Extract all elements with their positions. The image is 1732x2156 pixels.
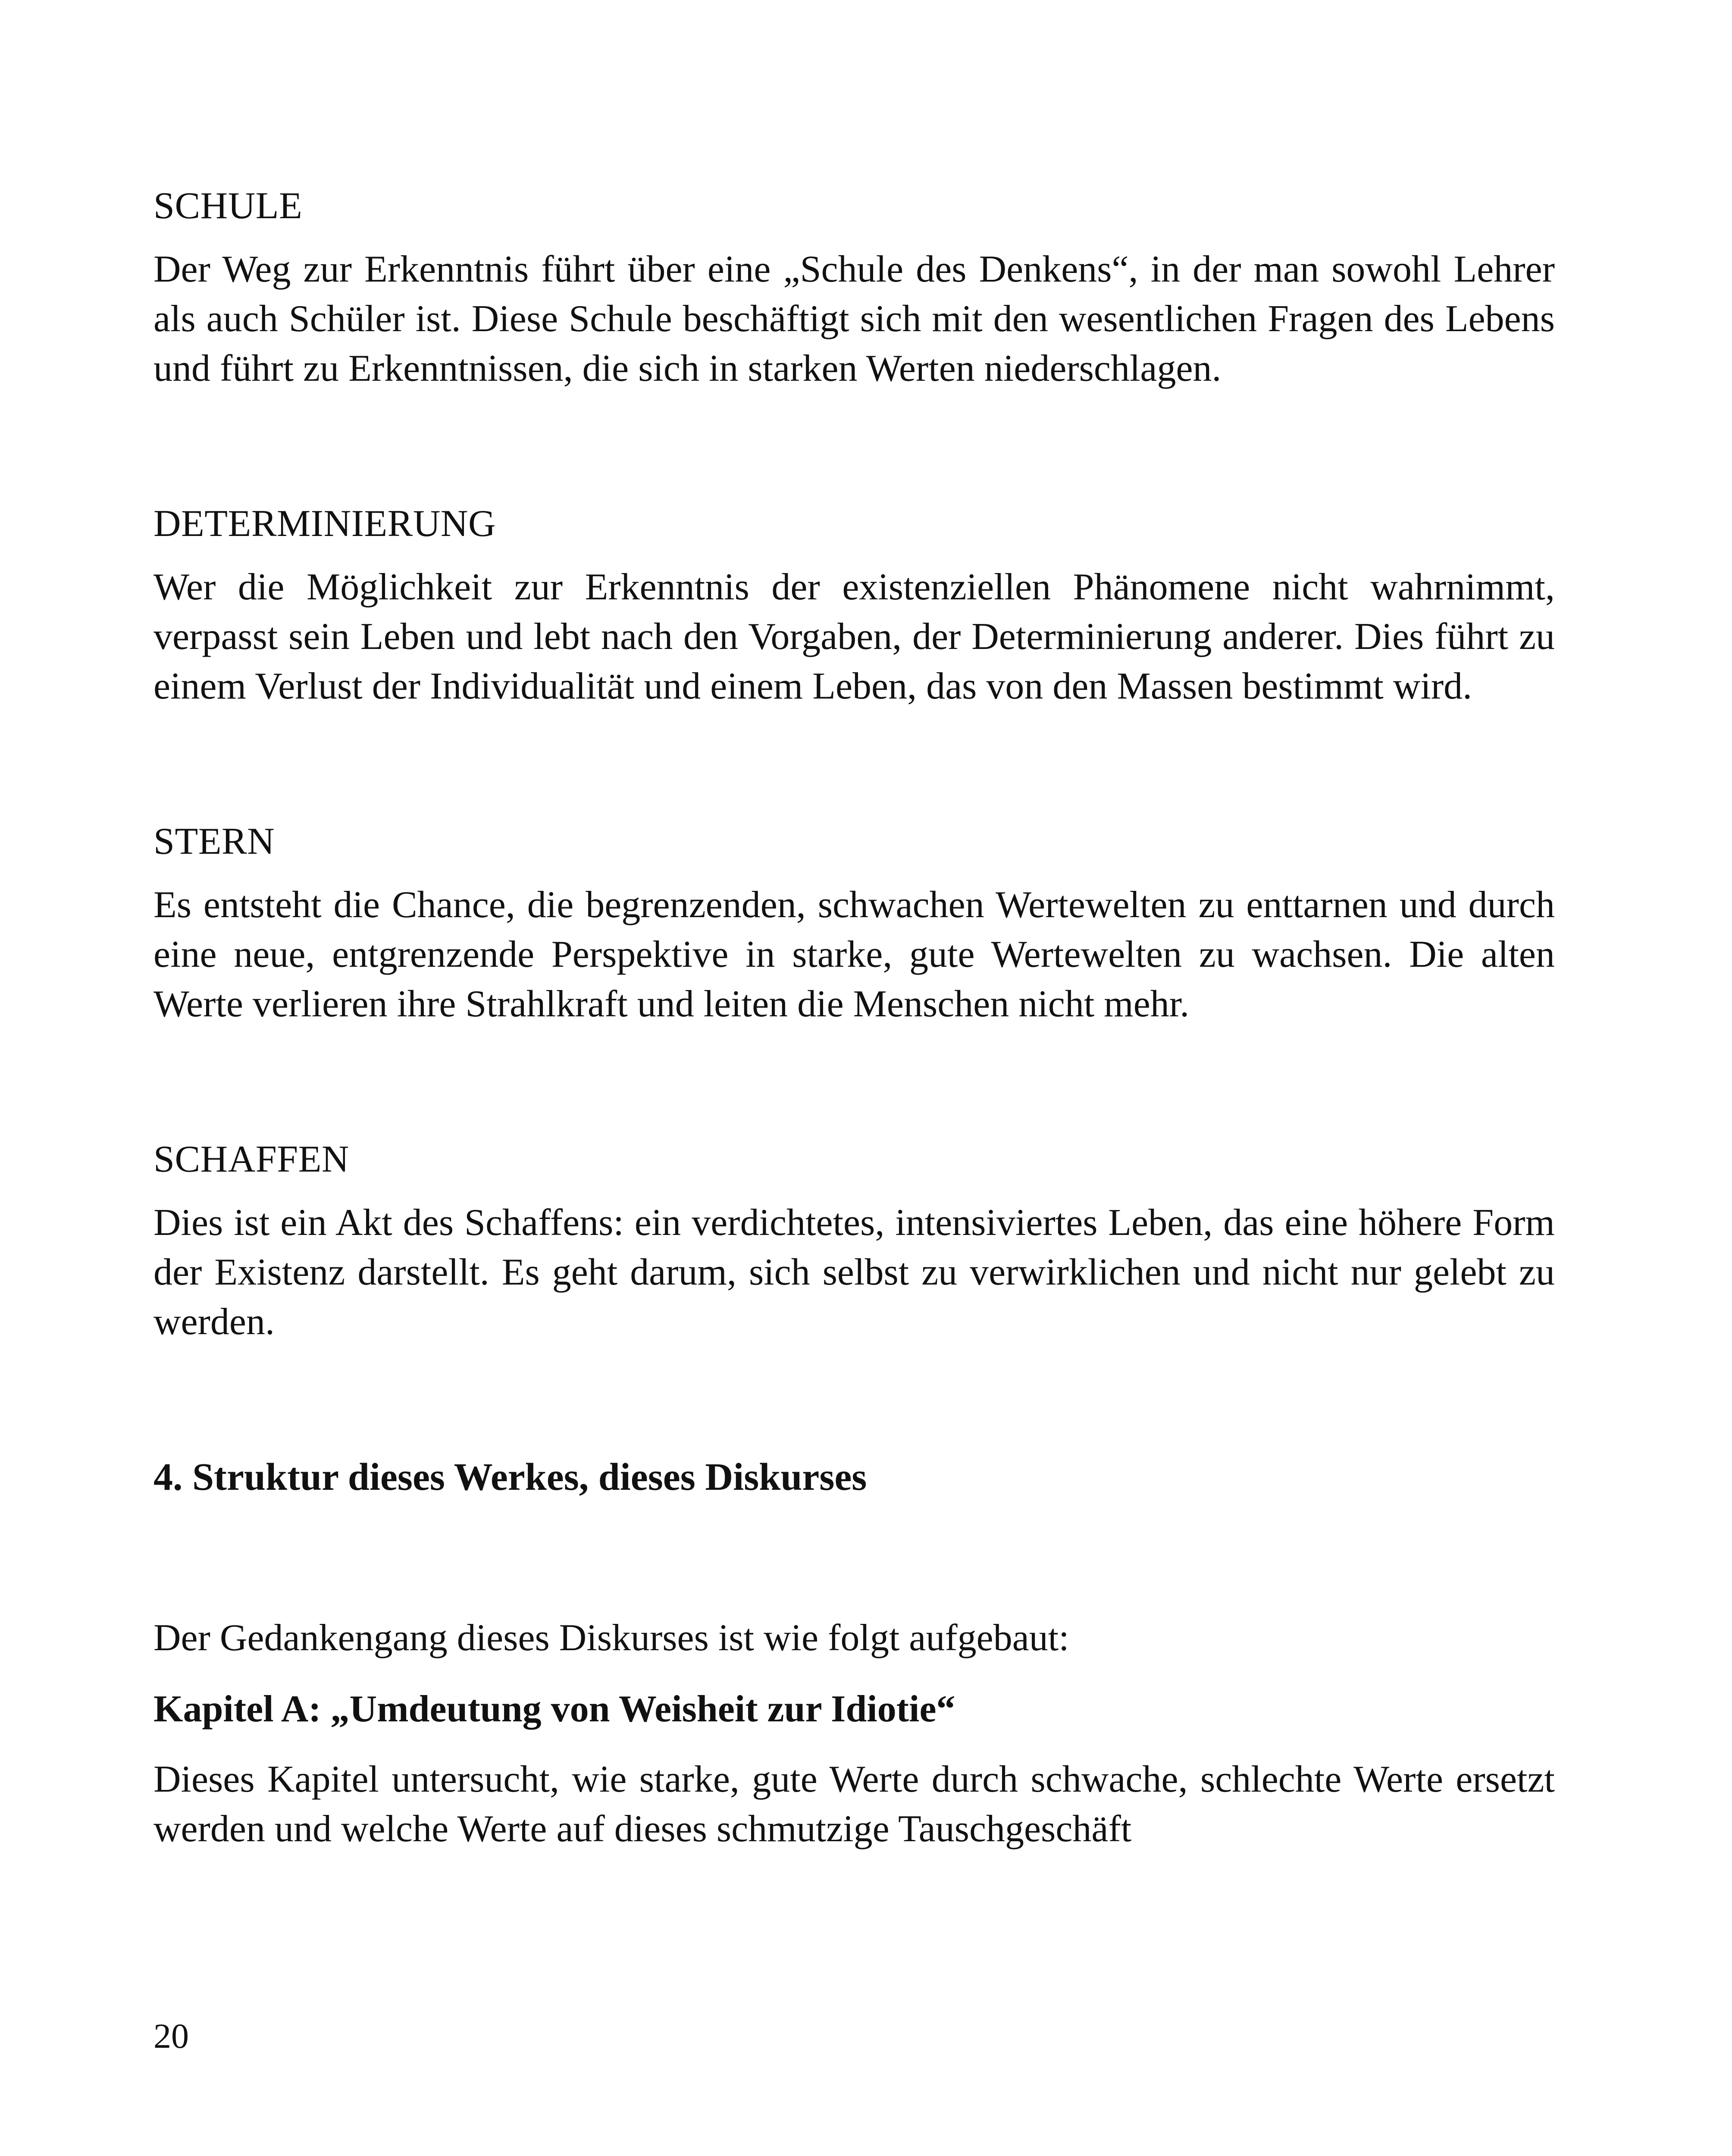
section-schaffen bbox=[153, 1134, 1555, 1347]
section-paragraph: Wer die Möglichkeit zur Erkenntnis der existenziellen Phänomene nicht wahrnimmt, verpasst sein Leben und lebt nach den Vorgaben, der Determinierung anderer. Dies führt zu einem Verlust der Individualität und einem Leben, das von den Massen bestimmt wird. bbox=[153, 566, 1555, 707]
kapitel-a-title: Kapitel A: „Umdeutung von Weisheit zur Idiotie“ bbox=[153, 1688, 955, 1730]
chapter-heading: 4. Struktur dieses Werkes, dieses Diskurses bbox=[153, 1456, 867, 1498]
section-heading: SCHAFFEN bbox=[153, 1138, 349, 1180]
page-content bbox=[153, 181, 1555, 1854]
section-paragraph: Dies ist ein Akt des Schaffens: ein verdichtetes, intensiviertes Leben, das eine höhere Form der Existenz darstellt. Es geht darum, sich selbst zu verwirklichen und nicht nur gelebt zu werden. bbox=[153, 1202, 1555, 1343]
section-heading: STERN bbox=[153, 821, 275, 862]
section-schule bbox=[153, 181, 1555, 393]
chapter-intro: Der Gedankengang dieses Diskurses ist wie folgt aufgebaut: bbox=[153, 1617, 1069, 1659]
page-number: 20 bbox=[153, 2016, 189, 2056]
section-heading: SCHULE bbox=[153, 185, 303, 227]
section-stern bbox=[153, 817, 1555, 1029]
section-determinierung bbox=[153, 499, 1555, 711]
kapitel-a-paragraph: Dieses Kapitel untersucht, wie starke, gute Werte durch schwache, schlechte Werte ersetzt werden und welche Werte auf dieses schmutzige Tauschgeschäft bbox=[153, 1758, 1555, 1850]
section-paragraph: Der Weg zur Erkenntnis führt über eine „Schule des Denkens“, in der man sowohl Lehrer als auch Schüler ist. Diese Schule beschäftigt sich mit den wesentlichen Fragen des Lebens und führt zu Erkenntnissen, die sich in starken Werten niederschlagen. bbox=[153, 248, 1555, 389]
section-heading: DETERMINIERUNG bbox=[153, 503, 496, 545]
section-paragraph: Es entsteht die Chance, die begrenzenden, schwachen Wertewelten zu enttarnen und durch eine neue, entgrenzende Perspektive in starke, gute Wertewelten zu wachsen. Die alten Werte verlieren ihre Strahlkraft und leiten die Menschen nicht mehr. bbox=[153, 884, 1555, 1025]
